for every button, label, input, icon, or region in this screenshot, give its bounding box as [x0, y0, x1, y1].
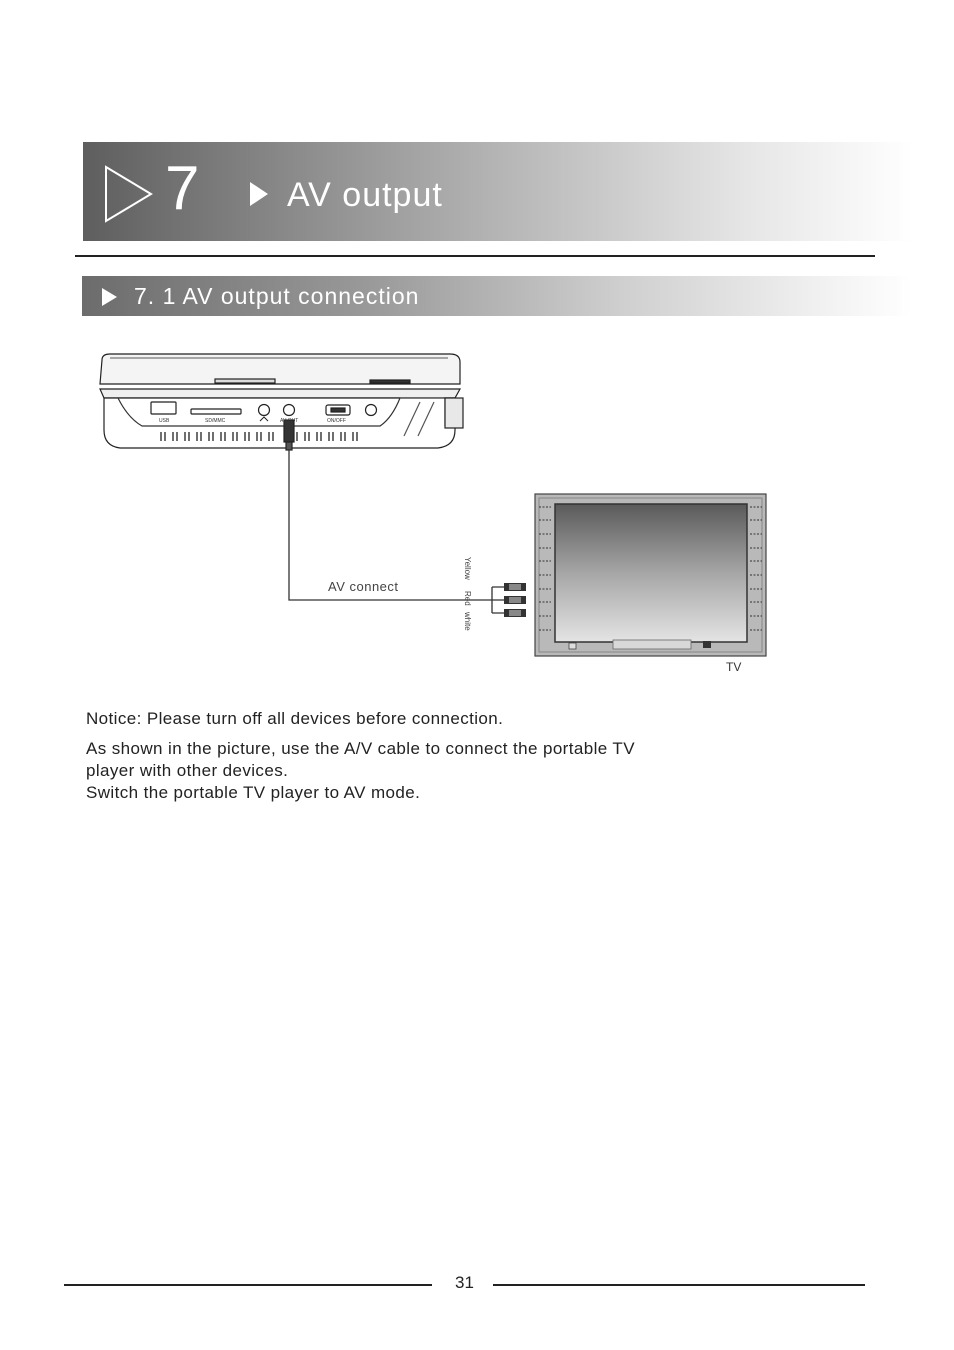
chapter-play-outline-icon [104, 165, 154, 223]
av-cable [289, 450, 492, 600]
cable-label: AV connect [328, 579, 399, 594]
instructions-line-2: player with other devices. [86, 761, 289, 780]
instructions-line-1: As shown in the picture, use the A/V cable to connect the portable TV [86, 739, 635, 758]
rca-plugs [504, 583, 526, 617]
sd-mmc-port-label: SD/MMC [205, 418, 226, 424]
plug-label-red: Red [463, 591, 472, 606]
av-connection-diagram [95, 350, 775, 680]
notice-text: Notice: Please turn off all devices before connection. [86, 709, 504, 728]
chapter-title-arrow-icon [250, 182, 270, 206]
usb-port-label: USB [159, 418, 170, 424]
chapter-title: AV output [287, 176, 443, 214]
divider [75, 255, 875, 257]
tv-illustration [535, 494, 766, 656]
chapter-banner [83, 142, 913, 241]
footer-line-left [64, 1284, 432, 1286]
tv-label: TV [726, 660, 742, 674]
section-arrow-icon [102, 288, 118, 306]
plug-label-white: white [463, 612, 472, 631]
section-title: 7. 1 AV output connection [134, 283, 420, 309]
instructions-line-3: Switch the portable TV player to AV mode. [86, 783, 421, 802]
portable-player-illustration [100, 354, 463, 450]
instructions-paragraph [86, 738, 726, 804]
footer-line-right [493, 1284, 865, 1286]
plug-label-yellow: Yellow [463, 557, 472, 580]
on-off-label: ON/OFF [327, 418, 346, 424]
page-number: 31 [455, 1273, 474, 1292]
chapter-number: 7 [165, 154, 200, 223]
av-out-port-label: AV OUT [280, 418, 299, 424]
